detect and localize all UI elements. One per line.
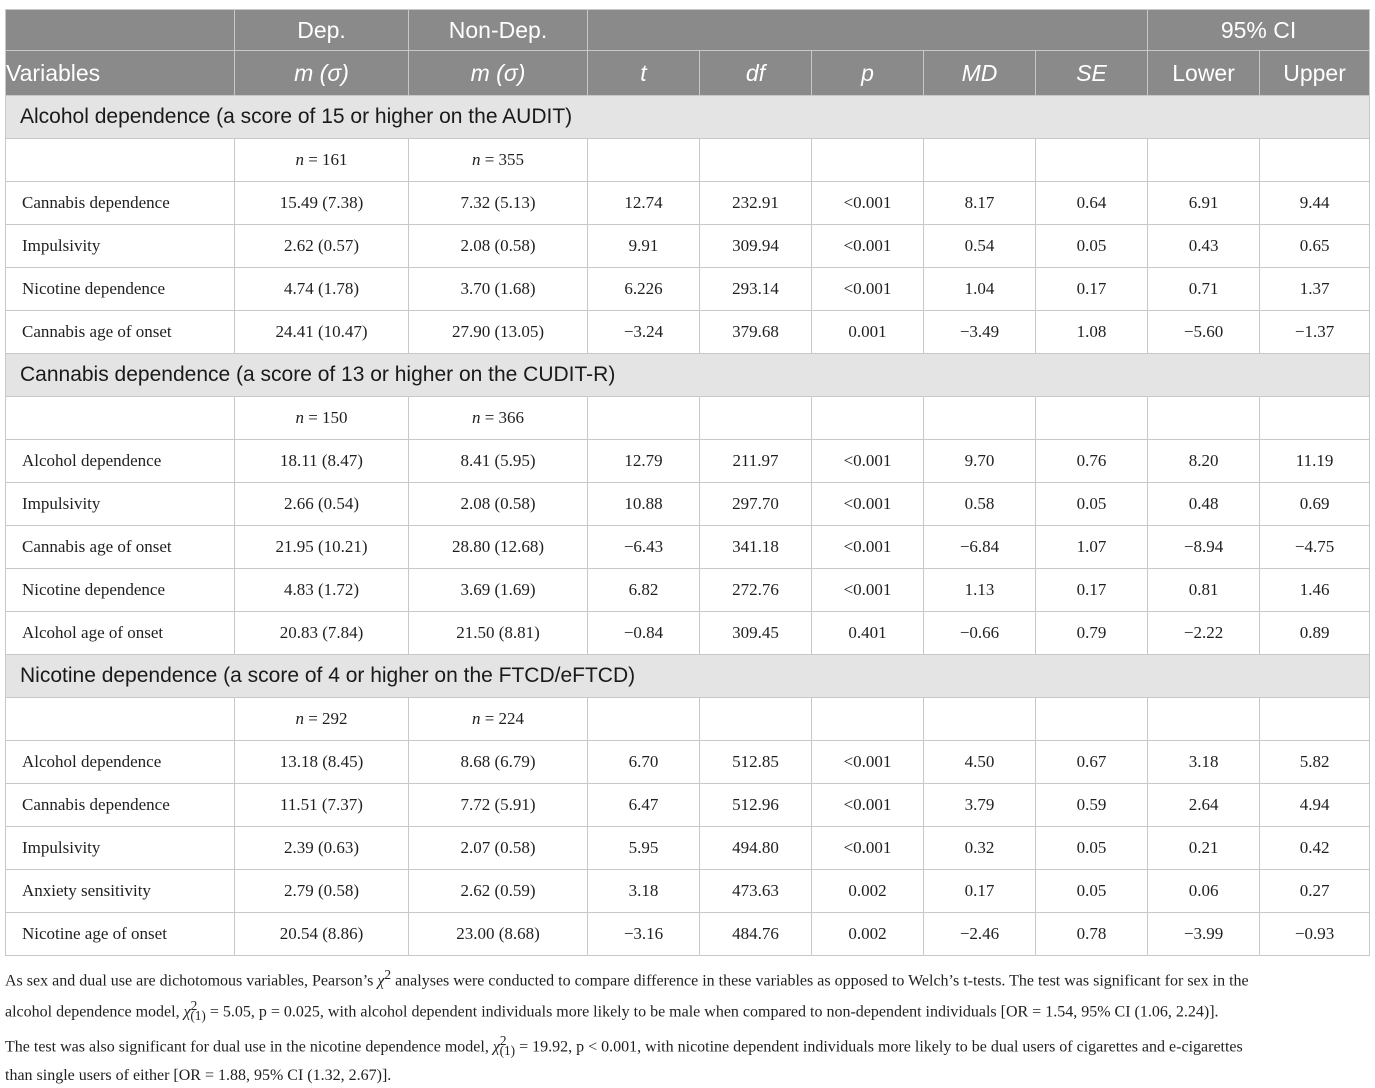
row-value: 8.41 (5.95)	[409, 440, 588, 483]
header-se: SE	[1036, 51, 1148, 96]
header-p: p	[812, 51, 924, 96]
row-value: 0.64	[1036, 182, 1148, 225]
sample-size-value: 150	[322, 408, 348, 427]
row-value: 1.46	[1260, 569, 1370, 612]
row-value: 18.11 (8.47)	[235, 440, 409, 483]
row-value: 1.37	[1260, 268, 1370, 311]
empty-cell	[1260, 397, 1370, 440]
empty-cell	[1148, 397, 1260, 440]
row-value: 0.71	[1148, 268, 1260, 311]
row-value: −3.49	[924, 311, 1036, 354]
sample-size-dep: n = 150	[235, 397, 409, 440]
header-ci: 95% CI	[1148, 10, 1370, 51]
row-value: 0.81	[1148, 569, 1260, 612]
empty-cell	[1148, 698, 1260, 741]
row-value: 3.18	[588, 870, 700, 913]
table-row	[6, 440, 1370, 483]
section-title: Nicotine dependence (a score of 4 or higher on the FTCD/eFTCD)	[6, 655, 1370, 698]
row-value: −0.84	[588, 612, 700, 655]
row-value: −4.75	[1260, 526, 1370, 569]
header-m-nondep: m (σ)	[409, 51, 588, 96]
sample-size-dep: n = 292	[235, 698, 409, 741]
row-value: 4.74 (1.78)	[235, 268, 409, 311]
row-value: 4.50	[924, 741, 1036, 784]
row-value: 484.76	[700, 913, 812, 956]
row-value: 21.95 (10.21)	[235, 526, 409, 569]
row-variable: Impulsivity	[6, 483, 235, 526]
empty-cell	[924, 397, 1036, 440]
row-value: 0.48	[1148, 483, 1260, 526]
row-value: 232.91	[700, 182, 812, 225]
empty-cell	[1260, 139, 1370, 182]
n-symbol: n	[471, 709, 481, 728]
row-variable: Alcohol dependence	[6, 741, 235, 784]
row-value: 6.82	[588, 569, 700, 612]
row-value: 2.07 (0.58)	[409, 827, 588, 870]
row-value: −6.43	[588, 526, 700, 569]
row-value: 9.70	[924, 440, 1036, 483]
table-row	[6, 827, 1370, 870]
row-value: 0.43	[1148, 225, 1260, 268]
empty-cell	[588, 139, 700, 182]
row-value: 293.14	[700, 268, 812, 311]
header-upper: Upper	[1260, 51, 1370, 96]
row-variable: Cannabis dependence	[6, 784, 235, 827]
row-value: 2.62 (0.57)	[235, 225, 409, 268]
empty-cell	[812, 139, 924, 182]
row-value: 0.05	[1036, 225, 1148, 268]
section-title: Cannabis dependence (a score of 13 or higher on the CUDIT-R)	[6, 354, 1370, 397]
table-row	[6, 268, 1370, 311]
header-nondep: Non-Dep.	[409, 10, 588, 51]
empty-cell	[1148, 139, 1260, 182]
row-value: 2.66 (0.54)	[235, 483, 409, 526]
row-value: 2.62 (0.59)	[409, 870, 588, 913]
row-value: 15.49 (7.38)	[235, 182, 409, 225]
row-value: 2.39 (0.63)	[235, 827, 409, 870]
row-value: 6.47	[588, 784, 700, 827]
row-variable: Nicotine dependence	[6, 268, 235, 311]
row-value: −5.60	[1148, 311, 1260, 354]
header-dep: Dep.	[235, 10, 409, 51]
table-row	[6, 311, 1370, 354]
row-value: 6.91	[1148, 182, 1260, 225]
row-value: 9.91	[588, 225, 700, 268]
sample-size-blank	[6, 698, 235, 741]
sample-size-nondep: n = 355	[409, 139, 588, 182]
row-value: 0.32	[924, 827, 1036, 870]
table-row	[6, 483, 1370, 526]
table-row	[6, 913, 1370, 956]
header-t: t	[588, 51, 700, 96]
row-value: 0.17	[924, 870, 1036, 913]
empty-cell	[1036, 139, 1148, 182]
row-value: 24.41 (10.47)	[235, 311, 409, 354]
footnote-line-3: The test was also significant for dual use in the nicotine dependence model, $\chi^2_{(1)} = 19.92$, p < 0.001, with nicotine dependent individuals more likely to be dual users of cigarettes and e-cigarettes	[5, 1032, 1243, 1059]
row-value: −2.46	[924, 913, 1036, 956]
section-header	[6, 655, 1370, 698]
table-row	[6, 182, 1370, 225]
header-blank	[6, 10, 235, 51]
row-value: 0.67	[1036, 741, 1148, 784]
section-header	[6, 354, 1370, 397]
row-value: −8.94	[1148, 526, 1260, 569]
row-value: 0.89	[1260, 612, 1370, 655]
empty-cell	[812, 698, 924, 741]
empty-cell	[924, 139, 1036, 182]
table-body	[6, 96, 1370, 956]
table-row	[6, 741, 1370, 784]
row-value: 3.70 (1.68)	[409, 268, 588, 311]
empty-cell	[1260, 698, 1370, 741]
row-value: −6.84	[924, 526, 1036, 569]
row-value: <0.001	[812, 182, 924, 225]
row-value: 5.82	[1260, 741, 1370, 784]
row-value: 12.74	[588, 182, 700, 225]
n-symbol: n	[295, 709, 304, 728]
row-value: 512.85	[700, 741, 812, 784]
footnote-line-2: alcohol dependence model, $\chi^2_{(1)} = 5.05$, p = 0.025, with alcohol dependent individuals more likely to be male when compared to non-dependent individuals [OR = 1.54, 95% CI (1.06, 2.24)].	[5, 997, 1219, 1024]
row-value: 0.17	[1036, 268, 1148, 311]
row-value: 0.78	[1036, 913, 1148, 956]
row-value: 1.08	[1036, 311, 1148, 354]
row-value: 2.08 (0.58)	[409, 483, 588, 526]
sample-size-nondep: n = 366	[409, 397, 588, 440]
row-value: 6.226	[588, 268, 700, 311]
row-value: 8.20	[1148, 440, 1260, 483]
row-value: −3.99	[1148, 913, 1260, 956]
row-value: 1.04	[924, 268, 1036, 311]
row-variable: Impulsivity	[6, 225, 235, 268]
table-row	[6, 784, 1370, 827]
sample-size-value: 292	[322, 709, 348, 728]
row-value: 0.002	[812, 870, 924, 913]
row-value: 0.65	[1260, 225, 1370, 268]
sample-size-blank	[6, 397, 235, 440]
row-variable: Anxiety sensitivity	[6, 870, 235, 913]
row-value: 0.42	[1260, 827, 1370, 870]
row-value: <0.001	[812, 784, 924, 827]
row-variable: Alcohol dependence	[6, 440, 235, 483]
table-row	[6, 870, 1370, 913]
row-value: 0.69	[1260, 483, 1370, 526]
header-row-columns	[6, 51, 1370, 96]
row-value: 2.08 (0.58)	[409, 225, 588, 268]
row-value: 0.401	[812, 612, 924, 655]
row-value: 28.80 (12.68)	[409, 526, 588, 569]
row-value: 20.54 (8.86)	[235, 913, 409, 956]
row-value: <0.001	[812, 483, 924, 526]
empty-cell	[700, 139, 812, 182]
header-variables: Variables	[6, 51, 235, 96]
row-value: 0.05	[1036, 483, 1148, 526]
n-symbol: n	[471, 408, 481, 427]
row-value: 0.17	[1036, 569, 1148, 612]
row-value: 494.80	[700, 827, 812, 870]
row-value: 211.97	[700, 440, 812, 483]
row-value: 20.83 (7.84)	[235, 612, 409, 655]
row-variable: Cannabis age of onset	[6, 526, 235, 569]
row-value: <0.001	[812, 225, 924, 268]
sample-size-blank	[6, 139, 235, 182]
row-value: 4.83 (1.72)	[235, 569, 409, 612]
header-df: df	[700, 51, 812, 96]
row-value: 309.94	[700, 225, 812, 268]
row-value: 341.18	[700, 526, 812, 569]
row-value: <0.001	[812, 440, 924, 483]
row-value: −1.37	[1260, 311, 1370, 354]
row-value: 3.18	[1148, 741, 1260, 784]
row-value: −2.22	[1148, 612, 1260, 655]
n-symbol: n	[471, 150, 481, 169]
row-value: 0.002	[812, 913, 924, 956]
row-variable: Nicotine dependence	[6, 569, 235, 612]
sample-size-dep: n = 161	[235, 139, 409, 182]
row-value: <0.001	[812, 268, 924, 311]
sample-size-row	[6, 397, 1370, 440]
sample-size-value: 355	[498, 150, 525, 169]
sample-size-row	[6, 698, 1370, 741]
row-value: 309.45	[700, 612, 812, 655]
header-lower: Lower	[1148, 51, 1260, 96]
row-value: 297.70	[700, 483, 812, 526]
sample-size-value: 224	[498, 709, 525, 728]
footnote-line-4: than single users of either [OR = 1.88, 95% CI (1.32, 2.67)].	[5, 1066, 392, 1084]
row-value: 23.00 (8.68)	[409, 913, 588, 956]
row-value: 9.44	[1260, 182, 1370, 225]
row-value: 11.51 (7.37)	[235, 784, 409, 827]
row-value: 0.27	[1260, 870, 1370, 913]
row-value: −0.93	[1260, 913, 1370, 956]
n-symbol: n	[295, 408, 304, 427]
header-md: MD	[924, 51, 1036, 96]
row-variable: Alcohol age of onset	[6, 612, 235, 655]
row-variable: Impulsivity	[6, 827, 235, 870]
row-value: 0.79	[1036, 612, 1148, 655]
section-header	[6, 96, 1370, 139]
row-value: 0.05	[1036, 827, 1148, 870]
sample-size-row	[6, 139, 1370, 182]
sample-size-value: 366	[498, 408, 525, 427]
row-value: 0.54	[924, 225, 1036, 268]
empty-cell	[588, 698, 700, 741]
row-variable: Cannabis dependence	[6, 182, 235, 225]
empty-cell	[700, 397, 812, 440]
row-value: 1.13	[924, 569, 1036, 612]
row-value: 1.07	[1036, 526, 1148, 569]
row-value: 512.96	[700, 784, 812, 827]
table-row	[6, 612, 1370, 655]
row-value: 3.69 (1.69)	[409, 569, 588, 612]
row-value: 4.94	[1260, 784, 1370, 827]
row-value: <0.001	[812, 526, 924, 569]
row-value: 473.63	[700, 870, 812, 913]
table-footnote	[5, 963, 1371, 1088]
row-value: <0.001	[812, 569, 924, 612]
row-value: −3.16	[588, 913, 700, 956]
empty-cell	[588, 397, 700, 440]
empty-cell	[700, 698, 812, 741]
footnote-line-1: As sex and dual use are dichotomous variables, Pearson’s $\chi^2$ analyses were conducted to compare difference in these variables as opposed to Welch’s t-tests. The test was significant for sex in the	[5, 967, 1249, 990]
row-value: 0.58	[924, 483, 1036, 526]
row-variable: Cannabis age of onset	[6, 311, 235, 354]
row-value: 0.05	[1036, 870, 1148, 913]
sample-size-value: 161	[322, 150, 348, 169]
row-value: 379.68	[700, 311, 812, 354]
empty-cell	[812, 397, 924, 440]
row-value: 12.79	[588, 440, 700, 483]
row-value: 2.79 (0.58)	[235, 870, 409, 913]
row-value: <0.001	[812, 741, 924, 784]
header-row-groups	[6, 10, 1370, 51]
row-value: 7.72 (5.91)	[409, 784, 588, 827]
results-table	[5, 9, 1370, 956]
row-value: 7.32 (5.13)	[409, 182, 588, 225]
row-value: 0.06	[1148, 870, 1260, 913]
row-value: −0.66	[924, 612, 1036, 655]
table-row	[6, 225, 1370, 268]
row-value: 272.76	[700, 569, 812, 612]
table-row	[6, 569, 1370, 612]
row-value: 21.50 (8.81)	[409, 612, 588, 655]
row-value: 13.18 (8.45)	[235, 741, 409, 784]
row-value: 2.64	[1148, 784, 1260, 827]
row-value: 11.19	[1260, 440, 1370, 483]
row-value: <0.001	[812, 827, 924, 870]
section-title: Alcohol dependence (a score of 15 or higher on the AUDIT)	[6, 96, 1370, 139]
table-row	[6, 526, 1370, 569]
header-blank-stats	[588, 10, 1148, 51]
row-variable: Nicotine age of onset	[6, 913, 235, 956]
row-value: 6.70	[588, 741, 700, 784]
row-value: 0.001	[812, 311, 924, 354]
row-value: 0.21	[1148, 827, 1260, 870]
row-value: 3.79	[924, 784, 1036, 827]
n-symbol: n	[295, 150, 304, 169]
row-value: 8.68 (6.79)	[409, 741, 588, 784]
empty-cell	[1036, 397, 1148, 440]
sample-size-nondep: n = 224	[409, 698, 588, 741]
row-value: −3.24	[588, 311, 700, 354]
row-value: 0.76	[1036, 440, 1148, 483]
row-value: 5.95	[588, 827, 700, 870]
row-value: 10.88	[588, 483, 700, 526]
header-m-dep: m (σ)	[235, 51, 409, 96]
row-value: 0.59	[1036, 784, 1148, 827]
empty-cell	[1036, 698, 1148, 741]
row-value: 27.90 (13.05)	[409, 311, 588, 354]
empty-cell	[924, 698, 1036, 741]
row-value: 8.17	[924, 182, 1036, 225]
